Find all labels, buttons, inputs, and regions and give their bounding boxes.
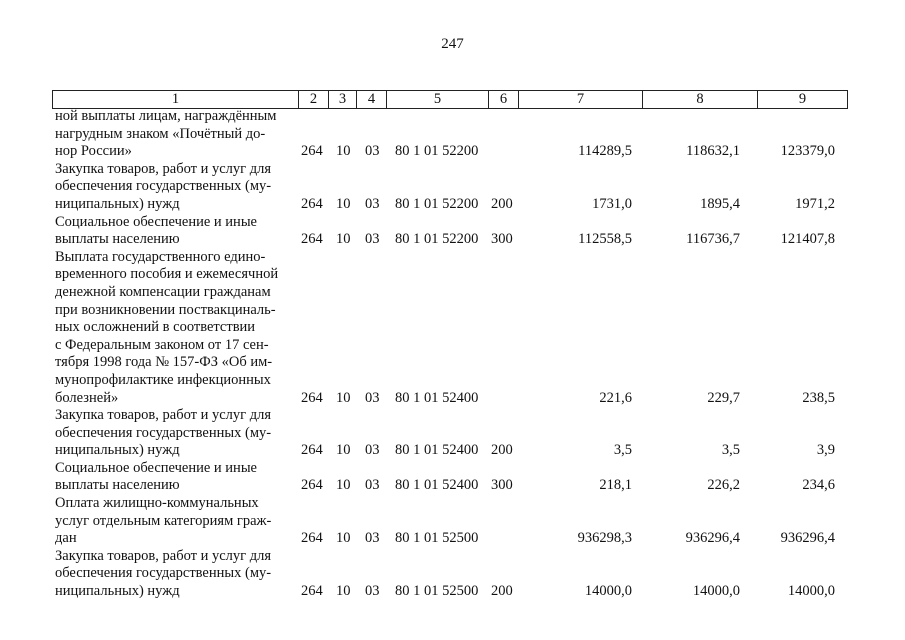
expense-type-cell: 200 bbox=[491, 442, 513, 459]
amount-col7-cell: 14000,0 bbox=[584, 583, 632, 600]
amount-col8-cell: 229,7 bbox=[707, 389, 740, 406]
code-subsection-cell: 03 bbox=[365, 389, 380, 406]
code-subsection-cell: 03 bbox=[365, 231, 380, 248]
table-row bbox=[55, 460, 845, 495]
code-section-cell: 10 bbox=[336, 442, 351, 459]
row-values bbox=[55, 143, 845, 161]
description-line: с Федеральным законом от 17 сен- bbox=[55, 336, 269, 353]
target-article-cell: 80 1 01 52200 bbox=[395, 143, 479, 160]
amount-col7-cell: 112558,5 bbox=[578, 231, 632, 248]
column-header-table bbox=[52, 90, 848, 109]
description-line: ниципальных) нужд bbox=[55, 583, 180, 600]
description-line: ных осложнений в соответствии bbox=[55, 319, 256, 336]
code-subsection-cell: 03 bbox=[365, 477, 380, 494]
description-line: временного пособия и ежемесячной bbox=[55, 266, 279, 283]
description-line: нагрудным знаком «Почётный до- bbox=[55, 125, 266, 142]
expense-type-cell: 300 bbox=[491, 477, 513, 494]
description-line: ниципальных) нужд bbox=[55, 442, 180, 459]
column-header-cell: 6 bbox=[489, 91, 519, 109]
description-line: Закупка товаров, работ и услуг для bbox=[55, 160, 272, 177]
code-section-cell: 10 bbox=[336, 195, 351, 212]
target-article-cell: 80 1 01 52400 bbox=[395, 477, 479, 494]
budget-table-body bbox=[55, 108, 845, 601]
table-row bbox=[55, 407, 845, 460]
table-row bbox=[55, 548, 845, 601]
row-values bbox=[55, 231, 845, 249]
code-subsection-cell: 03 bbox=[365, 143, 380, 160]
target-article-cell: 80 1 01 52400 bbox=[395, 442, 479, 459]
description-line: нор России» bbox=[55, 143, 132, 160]
amount-col8-cell: 14000,0 bbox=[692, 583, 740, 600]
column-header-row bbox=[53, 91, 848, 109]
code-subsection-cell: 03 bbox=[365, 195, 380, 212]
description-line: обеспечения государственных (му- bbox=[55, 424, 272, 441]
table-row bbox=[55, 108, 845, 161]
code-subsection-cell: 03 bbox=[365, 442, 380, 459]
target-article-cell: 80 1 01 52400 bbox=[395, 389, 479, 406]
column-header-cell: 3 bbox=[329, 91, 357, 109]
column-header-cell: 8 bbox=[643, 91, 758, 109]
code-ministry-cell: 264 bbox=[301, 389, 323, 406]
amount-col7-cell: 3,5 bbox=[613, 442, 632, 459]
target-article-cell: 80 1 01 52200 bbox=[395, 195, 479, 212]
table-row bbox=[55, 214, 845, 249]
code-section-cell: 10 bbox=[336, 583, 351, 600]
code-section-cell: 10 bbox=[336, 389, 351, 406]
description-line: ниципальных) нужд bbox=[55, 195, 180, 212]
description-line: ной выплаты лицам, награждённым bbox=[55, 108, 277, 124]
table-row bbox=[55, 161, 845, 214]
row-values bbox=[55, 196, 845, 214]
description-line: при возникновении поствакциналь- bbox=[55, 301, 276, 318]
row-values bbox=[55, 583, 845, 601]
amount-col9-cell: 234,6 bbox=[802, 477, 835, 494]
code-ministry-cell: 264 bbox=[301, 442, 323, 459]
table-row bbox=[55, 495, 845, 548]
amount-col9-cell: 238,5 bbox=[802, 389, 835, 406]
code-ministry-cell: 264 bbox=[301, 530, 323, 547]
table-row bbox=[55, 249, 845, 407]
amount-col8-cell: 118632,1 bbox=[686, 143, 740, 160]
code-section-cell: 10 bbox=[336, 143, 351, 160]
page-number: 247 bbox=[441, 36, 464, 52]
description-line: денежной компенсации гражданам bbox=[55, 283, 271, 300]
amount-col7-cell: 1731,0 bbox=[592, 195, 632, 212]
column-header-cell: 5 bbox=[387, 91, 489, 109]
row-values bbox=[55, 477, 845, 495]
description-line: Выплата государственного едино- bbox=[55, 248, 266, 265]
row-values bbox=[55, 530, 845, 548]
amount-col9-cell: 121407,8 bbox=[780, 231, 835, 248]
description-line: Закупка товаров, работ и услуг для bbox=[55, 547, 272, 564]
amount-col7-cell: 114289,5 bbox=[578, 143, 632, 160]
amount-col9-cell: 14000,0 bbox=[787, 583, 835, 600]
amount-col9-cell: 1971,2 bbox=[795, 195, 835, 212]
amount-col8-cell: 1895,4 bbox=[700, 195, 740, 212]
expense-type-cell: 200 bbox=[491, 195, 513, 212]
amount-col8-cell: 936296,4 bbox=[685, 530, 740, 547]
code-ministry-cell: 264 bbox=[301, 477, 323, 494]
amount-col7-cell: 936298,3 bbox=[577, 530, 632, 547]
code-subsection-cell: 03 bbox=[365, 583, 380, 600]
code-section-cell: 10 bbox=[336, 530, 351, 547]
column-header-cell: 2 bbox=[299, 91, 329, 109]
description-line: тября 1998 года № 157-ФЗ «Об им- bbox=[55, 354, 273, 371]
description-line: услуг отдельным категориям граж- bbox=[55, 512, 272, 529]
expense-type-cell: 200 bbox=[491, 583, 513, 600]
description-line: дан bbox=[55, 530, 77, 547]
description-line: Оплата жилищно-коммунальных bbox=[55, 495, 259, 512]
description-line: обеспечения государственных (му- bbox=[55, 178, 272, 195]
target-article-cell: 80 1 01 52200 bbox=[395, 231, 479, 248]
amount-col9-cell: 123379,0 bbox=[780, 143, 835, 160]
code-section-cell: 10 bbox=[336, 231, 351, 248]
amount-col8-cell: 226,2 bbox=[707, 477, 740, 494]
amount-col7-cell: 218,1 bbox=[599, 477, 632, 494]
code-ministry-cell: 264 bbox=[301, 143, 323, 160]
column-header-cell: 1 bbox=[53, 91, 299, 109]
amount-col8-cell: 116736,7 bbox=[686, 231, 740, 248]
code-ministry-cell: 264 bbox=[301, 583, 323, 600]
column-header-cell: 9 bbox=[758, 91, 848, 109]
amount-col7-cell: 221,6 bbox=[599, 389, 632, 406]
code-subsection-cell: 03 bbox=[365, 530, 380, 547]
row-values bbox=[55, 442, 845, 460]
description-line: мунопрофилактике инфекционных bbox=[55, 371, 271, 388]
description-line: выплаты населению bbox=[55, 477, 180, 494]
amount-col9-cell: 936296,4 bbox=[780, 530, 835, 547]
description-line: Социальное обеспечение и иные bbox=[55, 459, 257, 476]
code-section-cell: 10 bbox=[336, 477, 351, 494]
description-line: выплаты населению bbox=[55, 231, 180, 248]
column-header-cell: 7 bbox=[519, 91, 643, 109]
code-ministry-cell: 264 bbox=[301, 195, 323, 212]
amount-col8-cell: 3,5 bbox=[721, 442, 740, 459]
amount-col9-cell: 3,9 bbox=[816, 442, 835, 459]
column-header-cell: 4 bbox=[357, 91, 387, 109]
description-line: болезней» bbox=[55, 389, 119, 406]
description-line: Закупка товаров, работ и услуг для bbox=[55, 407, 272, 424]
target-article-cell: 80 1 01 52500 bbox=[395, 583, 479, 600]
code-ministry-cell: 264 bbox=[301, 231, 323, 248]
expense-type-cell: 300 bbox=[491, 231, 513, 248]
target-article-cell: 80 1 01 52500 bbox=[395, 530, 479, 547]
description-line: обеспечения государственных (му- bbox=[55, 565, 272, 582]
row-description bbox=[55, 249, 291, 407]
description-line: Социальное обеспечение и иные bbox=[55, 213, 257, 230]
row-values bbox=[55, 390, 845, 408]
